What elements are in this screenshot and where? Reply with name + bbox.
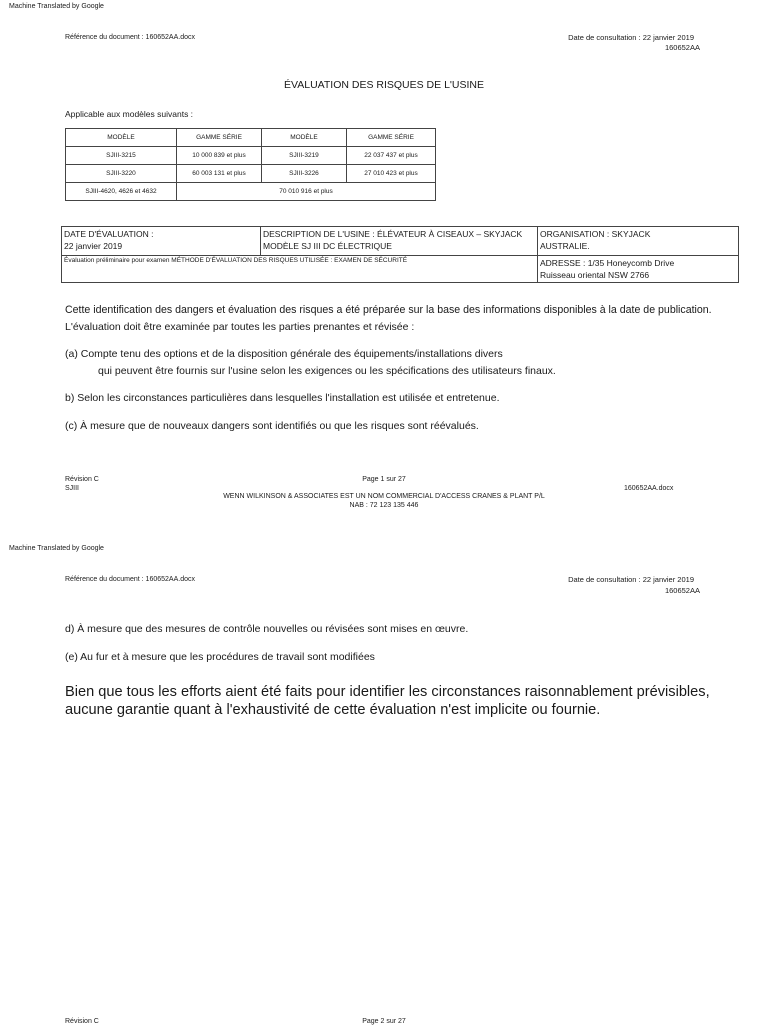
address-line-1: ADRESSE : 1/35 Honeycomb Drive — [540, 258, 675, 268]
item-a-line-1: (a) Compte tenu des options et de la disposition générale des équipements/installations divers — [65, 348, 503, 360]
item-b: b) Selon les circonstances particulières dans lesquelles l'installation est utilisée et entretenue. — [65, 392, 500, 404]
footer-revision: Révision C — [65, 476, 99, 483]
address-cell — [538, 256, 739, 283]
document-code: 160652AA — [664, 43, 700, 52]
plant-description-line-2: MODÈLE SJ III DC ÉLECTRIQUE — [263, 241, 392, 251]
consultation-date: Date de consultation : 22 janvier 2019 — [568, 33, 694, 42]
organisation-line-2: AUSTRALIE. — [540, 241, 590, 251]
table-row — [66, 147, 436, 165]
item-a-line-2: qui peuvent être fournis sur l'usine selon les exigences ou les spécifications des utilisateurs finaux. — [98, 365, 556, 377]
table-cell: 27 010 423 et plus — [347, 165, 436, 183]
header-cell: GAMME SÉRIE — [347, 129, 436, 147]
table-cell: SJIII-3220 — [66, 165, 177, 183]
footer-filename: 160652AA.docx — [624, 485, 674, 492]
address-line-2: Ruisseau oriental NSW 2766 — [540, 270, 650, 280]
footer-page-number: Page 2 sur 27 — [362, 1018, 406, 1025]
table-cell: 22 037 437 et plus — [347, 147, 436, 165]
plant-description-line-1: DESCRIPTION DE L'USINE : ÉLÉVATEUR À CISEAUX – SKYJACK — [263, 229, 523, 239]
table-row — [62, 227, 739, 256]
table-cell: 70 010 916 et plus — [177, 183, 436, 201]
table-cell: SJIII-3226 — [262, 165, 347, 183]
page-title: ÉVALUATION DES RISQUES DE L'USINE — [284, 79, 484, 91]
footer-page-number: Page 1 sur 27 — [362, 476, 406, 483]
table-header-row — [66, 129, 436, 147]
document-reference: Référence du document : 160652AA.docx — [65, 576, 195, 583]
header-cell: MODÈLE — [262, 129, 347, 147]
machine-translated-banner: Machine Translated by Google — [9, 545, 104, 552]
plant-description-cell — [261, 227, 538, 256]
assessment-date-value: 22 janvier 2019 — [64, 241, 123, 251]
organisation-cell — [538, 227, 739, 256]
intro-line-1: Cette identification des dangers et évaluation des risques a été préparée sur la base des informations disponibles à la date de publication. — [65, 304, 712, 316]
header-cell: MODÈLE — [66, 129, 177, 147]
table-row — [66, 183, 436, 201]
item-d: d) À mesure que des mesures de contrôle nouvelles ou révisées sont mises en œuvre. — [65, 623, 469, 635]
footer-company: WENN WILKINSON & ASSOCIATES EST UN NOM COMMERCIAL D'ACCESS CRANES & PLANT P/L — [223, 493, 545, 500]
organisation-line-1: ORGANISATION : SKYJACK — [540, 229, 651, 239]
assessment-method-cell — [62, 256, 538, 283]
footer-nab: NAB : 72 123 135 446 — [349, 502, 419, 509]
machine-translated-banner: Machine Translated by Google — [9, 3, 104, 10]
table-cell: 10 000 839 et plus — [177, 147, 262, 165]
intro-line-2: L'évaluation doit être examinée par toutes les parties prenantes et révisée : — [65, 321, 415, 333]
table-cell: SJIII-4620, 4626 et 4632 — [66, 183, 177, 201]
table-cell: SJIII-3219 — [262, 147, 347, 165]
table-cell: SJIII-3215 — [66, 147, 177, 165]
models-table — [65, 128, 436, 201]
disclaimer-line-2: aucune garantie quant à l'exhaustivité de cette évaluation n'est implicite ou fournie. — [65, 702, 601, 718]
item-e: (e) Au fur et à mesure que les procédures de travail sont modifiées — [65, 651, 375, 663]
document-reference: Référence du document : 160652AA.docx — [65, 34, 195, 41]
assessment-info-table — [61, 226, 739, 283]
disclaimer-line-1: Bien que tous les efforts aient été faits pour identifier les circonstances raisonnablement prévisibles, — [65, 684, 710, 700]
consultation-date: Date de consultation : 22 janvier 2019 — [568, 575, 694, 584]
table-row — [66, 165, 436, 183]
item-c: (c) À mesure que de nouveaux dangers sont identifiés ou que les risques sont réévalués. — [65, 420, 479, 432]
applicable-models-label: Applicable aux modèles suivants : — [65, 109, 194, 119]
footer-model: SJIII — [65, 485, 80, 492]
document-code: 160652AA — [664, 586, 700, 595]
assessment-date-cell — [62, 227, 261, 256]
table-cell: 60 003 131 et plus — [177, 165, 262, 183]
assessment-date-label: DATE D'ÉVALUATION : — [64, 229, 154, 239]
footer-revision: Révision C — [65, 1018, 99, 1025]
table-row — [62, 256, 739, 283]
assessment-method-text: Évaluation préliminaire pour examen MÉTHODE D'ÉVALUATION DES RISQUES UTILISÉE : EXAMEN DE SÉCURITÉ — [64, 257, 408, 264]
header-cell: GAMME SÉRIE — [177, 129, 262, 147]
